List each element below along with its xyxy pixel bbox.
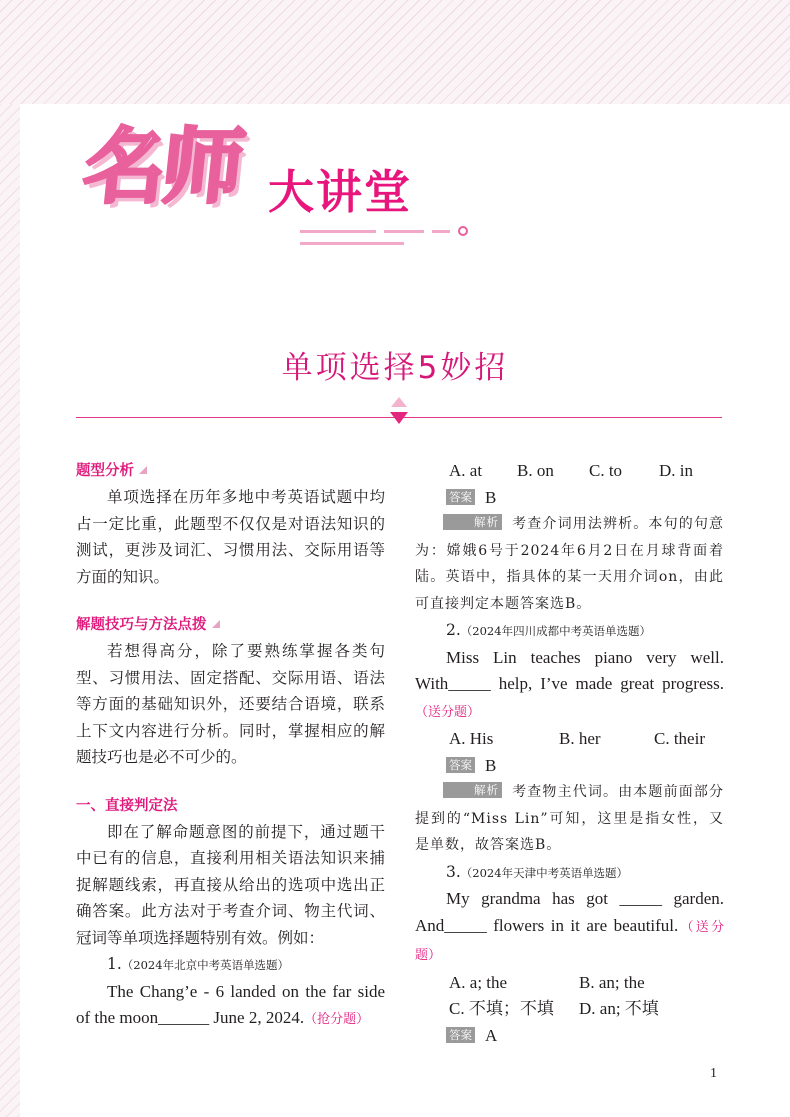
question-1-answer: 答案 B xyxy=(415,485,724,512)
triangle-up-icon xyxy=(391,397,407,407)
question-1-header: 1.（2024年北京中考英语单选题） xyxy=(107,955,290,973)
question-2-header: 2.（2024年四川成都中考英语单选题） xyxy=(446,621,652,639)
question-hint: （送分题） xyxy=(415,704,481,720)
option-d: D. in xyxy=(659,461,693,480)
section-heading-method-1: 一、直接判定法 xyxy=(76,797,178,814)
deco-line-4 xyxy=(300,242,404,245)
question-3-header: 3.（2024年天津中考英语单选题） xyxy=(446,862,629,881)
option-b: B. her xyxy=(559,729,601,748)
left-column xyxy=(76,458,385,1034)
question-2-stem: Miss Lin teaches piano very well. With_____ help, I’ve made great progress.（送分题） xyxy=(415,647,724,720)
question-2-answer: 答案 B xyxy=(415,753,724,780)
answer-tag: 答案 xyxy=(446,489,475,505)
banner-logo xyxy=(79,118,504,268)
question-2-analysis: 解析 考查物主代词。由本题前面部分提到的“Miss Lin”可知，这里是指女性，又是单数，故答案选B。 xyxy=(415,783,724,853)
option-b: B. on xyxy=(517,461,554,480)
question-source: （2024年天津中考英语单选题） xyxy=(460,865,629,880)
section-text-analysis: 单项选择在历年多地中考英语试题中均占一定比重，此题型不仅仅是对语法知识的测试，更涉及词汇、习惯用法、交际用语等方面的知识。 xyxy=(76,488,385,586)
deco-line-3 xyxy=(432,230,450,233)
analysis-tag: 解析 xyxy=(443,514,502,530)
question-2-options xyxy=(415,726,724,753)
answer-tag: 答案 xyxy=(446,1027,475,1043)
answer-tag: 答案 xyxy=(446,757,475,773)
top-pattern-band xyxy=(0,0,790,104)
option-a: A. a; the xyxy=(449,972,508,992)
deco-line-2 xyxy=(384,230,424,233)
right-column xyxy=(415,458,724,1049)
question-source: （2024年北京中考英语单选题） xyxy=(121,958,290,972)
section-text-tips: 若想得高分，除了要熟练掌握各类句型、习惯用法、固定搭配、交际用语、语法等方面的基础知识外，还要结合语境，联系上下文内容进行分析。同时，掌握相应的解题技巧也是必不可少的。 xyxy=(76,642,385,766)
deco-circle-icon xyxy=(458,226,468,236)
question-hint: （送分题） xyxy=(415,919,724,963)
question-1-options xyxy=(415,458,724,485)
option-a: A. His xyxy=(449,729,494,748)
option-c: C. their xyxy=(654,729,705,748)
option-d: D. an; 不填 xyxy=(579,999,659,1018)
logo-main-text: 名师 xyxy=(79,120,246,215)
page-number: 1 xyxy=(710,1066,717,1081)
question-3-options-row-1 xyxy=(415,970,724,997)
question-1-analysis: 解析 考查介词用法辨析。本句的句意为：嫦娥6号于2024年6月2日在月球背面着陆。英语中，指具体的某一天用介词on，由此可直接判定本题答案选B。 xyxy=(415,515,724,612)
logo-sub-text: 大讲堂 xyxy=(268,165,412,219)
section-heading-analysis: 题型分析 xyxy=(76,458,385,484)
section-text-method-1: 即在了解命题意图的前提下，通过题干中已有的信息，直接利用相关语法知识来捕捉解题线索，再直接从给出的选项中选出正确答案。此方法对于考查介词、物主代词、冠词等单项选择题特别有效。例如： xyxy=(76,822,385,947)
heading-triangle-icon xyxy=(212,620,220,628)
option-a: A. at xyxy=(449,461,483,480)
side-pattern-strip xyxy=(0,104,20,1117)
question-source: （2024年四川成都中考英语单选题） xyxy=(460,624,652,638)
heading-triangle-icon xyxy=(139,466,147,474)
deco-line-1 xyxy=(300,230,376,233)
question-3-stem: My grandma has got _____ garden. And_____ flowers in it are beautiful.（送分题） xyxy=(415,889,724,963)
triangle-down-icon xyxy=(390,412,408,424)
option-b: B. an; the xyxy=(579,972,645,992)
option-c: C. to xyxy=(589,461,623,480)
question-3-options-row-2 xyxy=(415,996,724,1023)
question-1-stem: The Chang’e - 6 landed on the far side of the moon______ June 2, 2024.（抢分题） xyxy=(76,981,385,1027)
page-title: 单项选择5妙招 xyxy=(281,350,509,386)
question-3-answer: 答案 A xyxy=(415,1023,724,1050)
option-c: C. 不填；不填 xyxy=(449,999,554,1018)
analysis-tag: 解析 xyxy=(443,782,502,798)
question-hint: （抢分题） xyxy=(304,1012,370,1027)
section-heading-tips: 解题技巧与方法点拨 xyxy=(76,612,385,638)
